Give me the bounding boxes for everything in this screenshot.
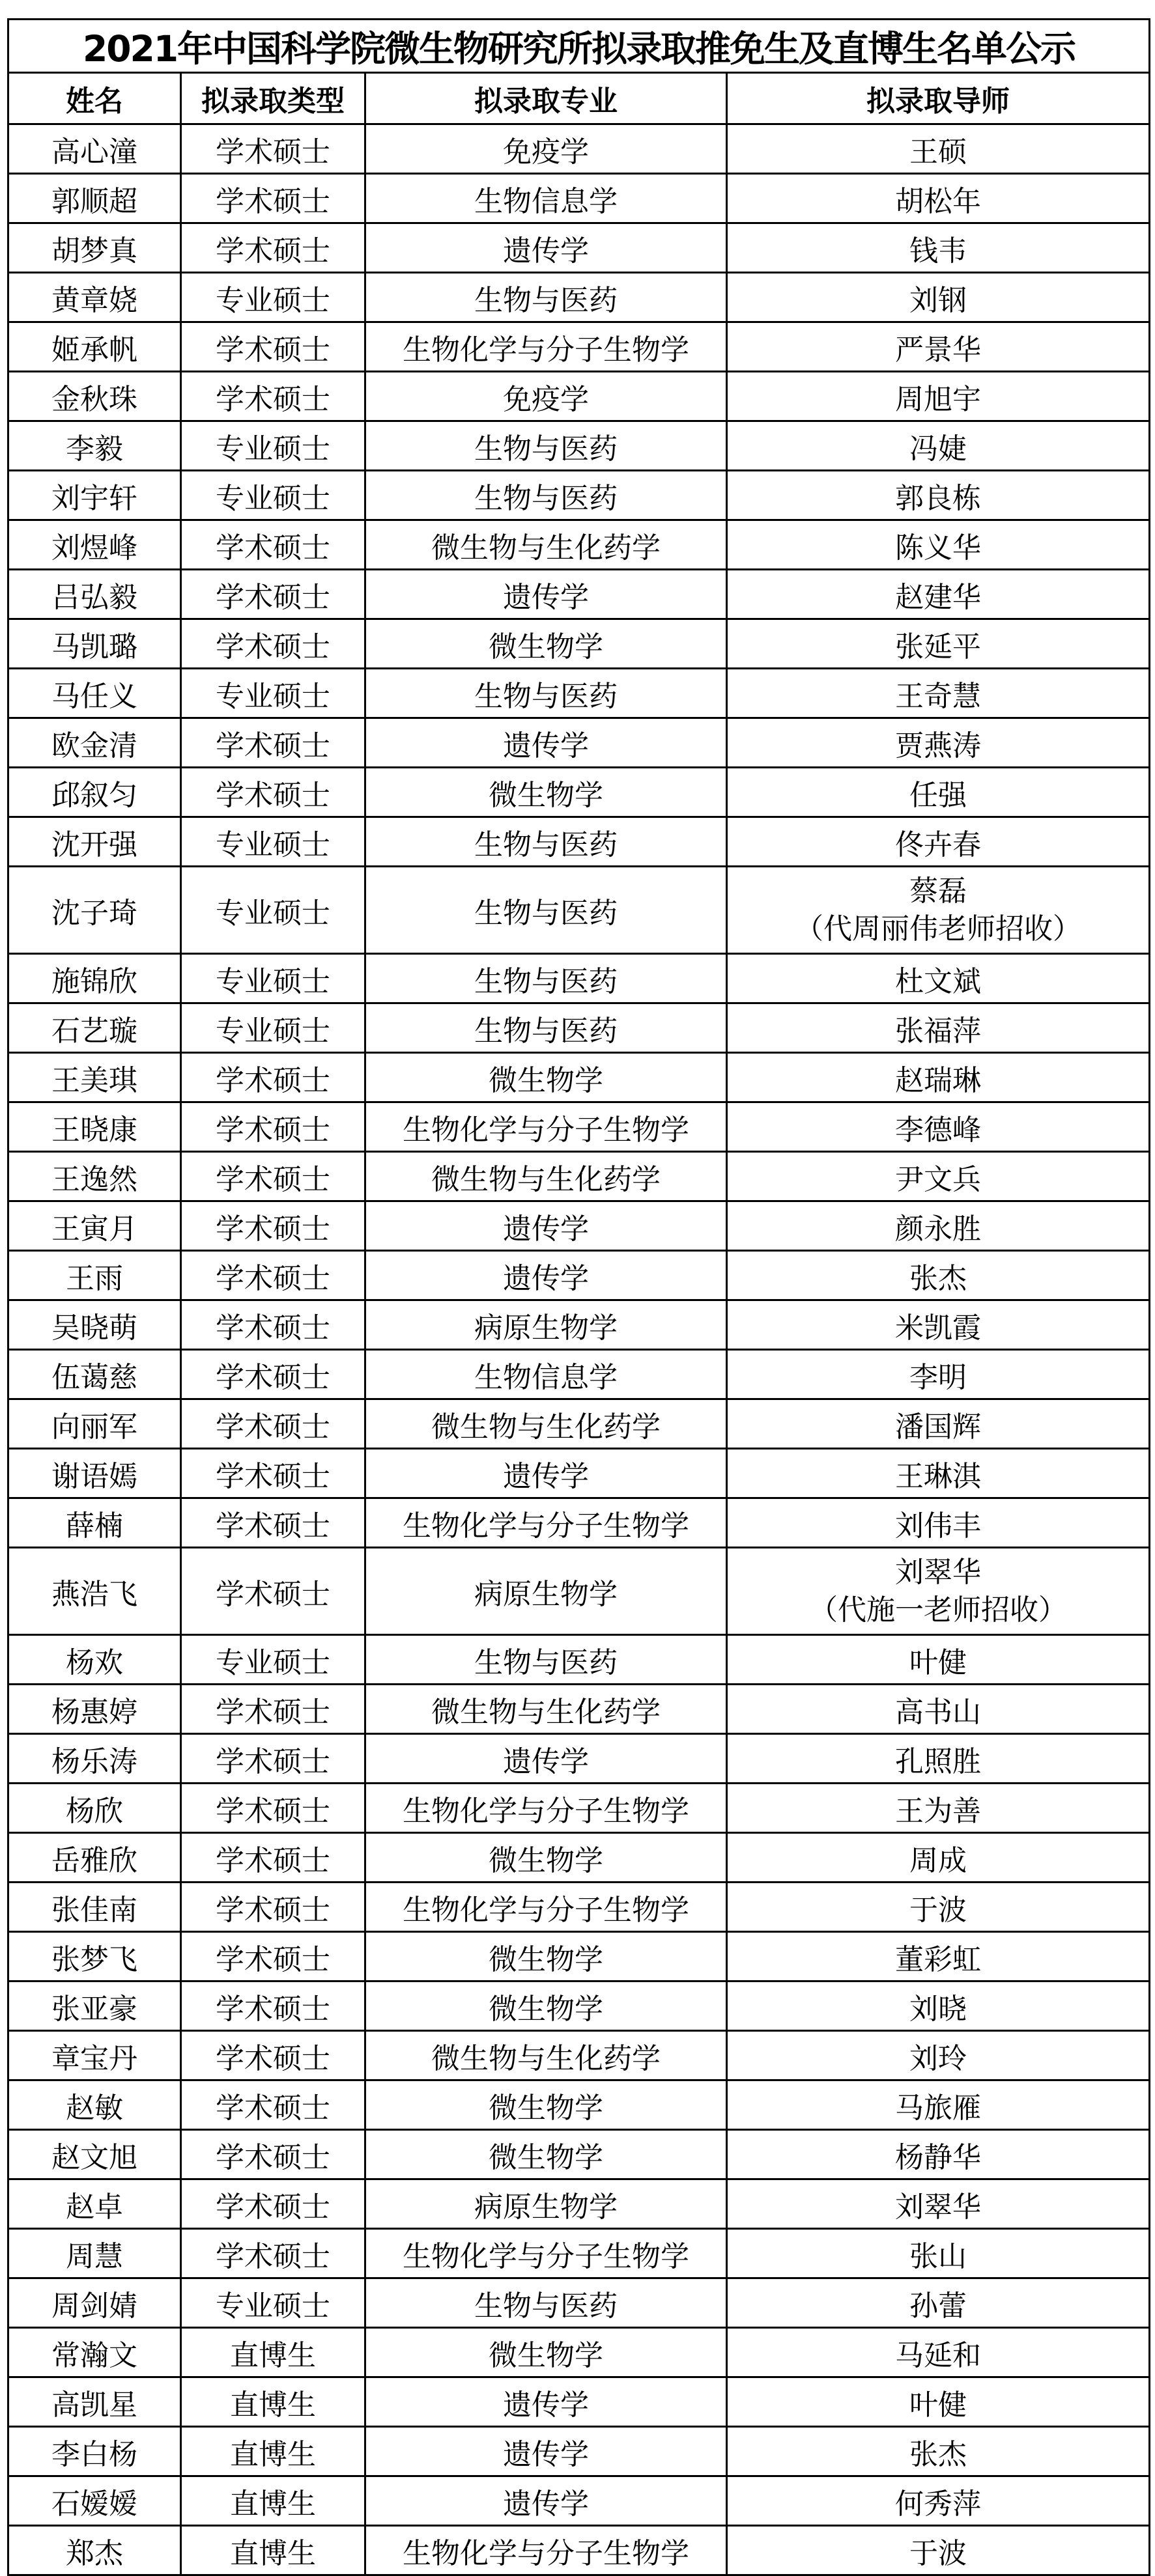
cell-type: 学术硕士 xyxy=(181,174,365,223)
cell-type: 学术硕士 xyxy=(181,1784,365,1833)
column-header-type: 拟录取类型 xyxy=(181,73,365,124)
cell-advisor: 贾燕涛 xyxy=(727,718,1150,768)
cell-name: 郑杰 xyxy=(8,2526,181,2575)
cell-advisor: 高书山 xyxy=(727,1685,1150,1734)
cell-major: 生物化学与分子生物学 xyxy=(365,1883,727,1932)
cell-name: 章宝丹 xyxy=(8,2031,181,2080)
cell-type: 学术硕士 xyxy=(181,570,365,619)
cell-advisor: 孙蕾 xyxy=(727,2278,1150,2328)
cell-advisor: 胡松年 xyxy=(727,174,1150,223)
column-header-name: 姓名 xyxy=(8,73,181,124)
cell-major: 微生物学 xyxy=(365,1053,727,1102)
cell-name: 王美琪 xyxy=(8,1053,181,1102)
table-row xyxy=(8,421,1150,471)
cell-type: 学术硕士 xyxy=(181,1201,365,1251)
advisor-note: （代施一老师招收） xyxy=(809,1593,1067,1627)
cell-advisor: 赵瑞琳 xyxy=(727,1053,1150,1102)
cell-type: 直博生 xyxy=(181,2377,365,2427)
cell-name: 刘煜峰 xyxy=(8,520,181,570)
cell-name: 岳雅欣 xyxy=(8,1833,181,1883)
table-row xyxy=(8,1833,1150,1883)
cell-advisor: 赵建华 xyxy=(727,570,1150,619)
cell-advisor: 王硕 xyxy=(727,124,1150,174)
cell-major: 生物与医药 xyxy=(365,954,727,1003)
cell-name: 赵敏 xyxy=(8,2080,181,2130)
table-row xyxy=(8,867,1150,954)
table-row xyxy=(8,1399,1150,1449)
table-row xyxy=(8,2526,1150,2575)
cell-type: 学术硕士 xyxy=(181,124,365,174)
cell-major: 生物化学与分子生物学 xyxy=(365,2229,727,2278)
cell-type: 专业硕士 xyxy=(181,669,365,718)
table-row xyxy=(8,1784,1150,1833)
cell-type: 学术硕士 xyxy=(181,1734,365,1784)
cell-type: 专业硕士 xyxy=(181,421,365,471)
cell-name: 胡梦真 xyxy=(8,223,181,273)
table-row xyxy=(8,619,1150,669)
cell-type: 专业硕士 xyxy=(181,1003,365,1053)
cell-major: 微生物学 xyxy=(365,1833,727,1883)
cell-type: 学术硕士 xyxy=(181,718,365,768)
cell-major: 微生物学 xyxy=(365,768,727,817)
table-row xyxy=(8,273,1150,322)
cell-major: 遗传学 xyxy=(365,223,727,273)
table-row xyxy=(8,768,1150,817)
cell-advisor: 何秀萍 xyxy=(727,2476,1150,2526)
cell-type: 学术硕士 xyxy=(181,2179,365,2229)
cell-name: 张亚豪 xyxy=(8,1981,181,2031)
cell-name: 李毅 xyxy=(8,421,181,471)
cell-type: 学术硕士 xyxy=(181,768,365,817)
cell-major: 病原生物学 xyxy=(365,2179,727,2229)
cell-name: 赵卓 xyxy=(8,2179,181,2229)
table-row xyxy=(8,124,1150,174)
table-row xyxy=(8,1635,1150,1685)
table-row xyxy=(8,2229,1150,2278)
table-row xyxy=(8,954,1150,1003)
table-row xyxy=(8,1548,1150,1635)
cell-major: 微生物与生化药学 xyxy=(365,520,727,570)
cell-major: 遗传学 xyxy=(365,1251,727,1300)
title-row xyxy=(8,20,1150,73)
cell-major: 生物与医药 xyxy=(365,867,727,954)
cell-major: 微生物学 xyxy=(365,1981,727,2031)
cell-advisor: 周旭宇 xyxy=(727,372,1150,421)
table-row xyxy=(8,1734,1150,1784)
cell-major: 生物与医药 xyxy=(365,817,727,867)
cell-name: 李白杨 xyxy=(8,2427,181,2476)
cell-major: 微生物与生化药学 xyxy=(365,1152,727,1201)
table-row xyxy=(8,223,1150,273)
column-header-advisor: 拟录取导师 xyxy=(727,73,1150,124)
cell-major: 生物信息学 xyxy=(365,174,727,223)
cell-major: 生物化学与分子生物学 xyxy=(365,1102,727,1152)
cell-type: 学术硕士 xyxy=(181,1548,365,1635)
cell-major: 微生物学 xyxy=(365,1932,727,1981)
cell-name: 杨欢 xyxy=(8,1635,181,1685)
cell-name: 伍蔼慈 xyxy=(8,1350,181,1399)
cell-type: 学术硕士 xyxy=(181,2229,365,2278)
table-row xyxy=(8,2031,1150,2080)
cell-type: 专业硕士 xyxy=(181,471,365,520)
cell-type: 专业硕士 xyxy=(181,273,365,322)
cell-type: 学术硕士 xyxy=(181,1685,365,1734)
cell-type: 学术硕士 xyxy=(181,1883,365,1932)
cell-major: 生物化学与分子生物学 xyxy=(365,1498,727,1548)
cell-major: 生物与医药 xyxy=(365,669,727,718)
cell-name: 王晓康 xyxy=(8,1102,181,1152)
table-row xyxy=(8,1883,1150,1932)
cell-major: 遗传学 xyxy=(365,1734,727,1784)
table-row xyxy=(8,1981,1150,2031)
cell-name: 石艺璇 xyxy=(8,1003,181,1053)
table-row xyxy=(8,1251,1150,1300)
cell-advisor: 于波 xyxy=(727,2526,1150,2575)
cell-major: 微生物学 xyxy=(365,2328,727,2377)
cell-advisor: 李德峰 xyxy=(727,1102,1150,1152)
cell-name: 高心潼 xyxy=(8,124,181,174)
cell-major: 生物化学与分子生物学 xyxy=(365,322,727,372)
cell-name: 王逸然 xyxy=(8,1152,181,1201)
cell-type: 学术硕士 xyxy=(181,1449,365,1498)
cell-name: 沈开强 xyxy=(8,817,181,867)
cell-advisor: 张杰 xyxy=(727,2427,1150,2476)
table-row xyxy=(8,718,1150,768)
cell-major: 免疫学 xyxy=(365,124,727,174)
cell-major: 生物与医药 xyxy=(365,471,727,520)
table-row xyxy=(8,1152,1150,1201)
cell-advisor: 任强 xyxy=(727,768,1150,817)
cell-advisor: 马旅雁 xyxy=(727,2080,1150,2130)
cell-name: 向丽军 xyxy=(8,1399,181,1449)
table-body xyxy=(8,124,1150,2575)
cell-advisor: 刘翠华 xyxy=(727,2179,1150,2229)
cell-type: 学术硕士 xyxy=(181,2080,365,2130)
header-row xyxy=(8,73,1150,124)
cell-advisor: 钱韦 xyxy=(727,223,1150,273)
cell-name: 姬承帆 xyxy=(8,322,181,372)
advisor-name: 蔡磊 xyxy=(909,874,967,908)
cell-major: 遗传学 xyxy=(365,1449,727,1498)
cell-major: 免疫学 xyxy=(365,372,727,421)
cell-type: 学术硕士 xyxy=(181,1399,365,1449)
cell-major: 遗传学 xyxy=(365,570,727,619)
cell-name: 石嫒嫒 xyxy=(8,2476,181,2526)
cell-type: 学术硕士 xyxy=(181,1833,365,1883)
table-row xyxy=(8,471,1150,520)
column-header-major: 拟录取专业 xyxy=(365,73,727,124)
table-row xyxy=(8,669,1150,718)
cell-advisor: 马延和 xyxy=(727,2328,1150,2377)
cell-name: 黄章娆 xyxy=(8,273,181,322)
cell-name: 常瀚文 xyxy=(8,2328,181,2377)
table-row xyxy=(8,1449,1150,1498)
cell-type: 学术硕士 xyxy=(181,1251,365,1300)
advisor-name: 刘翠华 xyxy=(895,1555,981,1589)
cell-advisor: 杜文斌 xyxy=(727,954,1150,1003)
cell-type: 学术硕士 xyxy=(181,520,365,570)
cell-type: 专业硕士 xyxy=(181,817,365,867)
cell-type: 学术硕士 xyxy=(181,1932,365,1981)
cell-major: 遗传学 xyxy=(365,718,727,768)
cell-advisor: 董彩虹 xyxy=(727,1932,1150,1981)
table-row xyxy=(8,2427,1150,2476)
cell-major: 生物与医药 xyxy=(365,421,727,471)
cell-major: 遗传学 xyxy=(365,2476,727,2526)
cell-advisor: 李明 xyxy=(727,1350,1150,1399)
cell-type: 直博生 xyxy=(181,2328,365,2377)
cell-major: 病原生物学 xyxy=(365,1300,727,1350)
cell-name: 欧金清 xyxy=(8,718,181,768)
table-row xyxy=(8,1003,1150,1053)
cell-name: 张梦飞 xyxy=(8,1932,181,1981)
cell-type: 专业硕士 xyxy=(181,1635,365,1685)
cell-type: 专业硕士 xyxy=(181,2278,365,2328)
cell-name: 邱叙匀 xyxy=(8,768,181,817)
cell-name: 王雨 xyxy=(8,1251,181,1300)
table-row xyxy=(8,2278,1150,2328)
table-row xyxy=(8,322,1150,372)
cell-advisor: 刘玲 xyxy=(727,2031,1150,2080)
table-row xyxy=(8,1932,1150,1981)
table-row xyxy=(8,1350,1150,1399)
cell-major: 微生物学 xyxy=(365,619,727,669)
cell-major: 微生物与生化药学 xyxy=(365,1399,727,1449)
cell-advisor: 于波 xyxy=(727,1883,1150,1932)
cell-type: 学术硕士 xyxy=(181,1102,365,1152)
cell-major: 微生物学 xyxy=(365,2130,727,2179)
cell-advisor: 张山 xyxy=(727,2229,1150,2278)
cell-name: 杨惠婷 xyxy=(8,1685,181,1734)
cell-advisor: 米凯霞 xyxy=(727,1300,1150,1350)
cell-type: 学术硕士 xyxy=(181,1981,365,2031)
cell-advisor: 冯婕 xyxy=(727,421,1150,471)
cell-name: 燕浩飞 xyxy=(8,1548,181,1635)
cell-major: 遗传学 xyxy=(365,1201,727,1251)
cell-type: 学术硕士 xyxy=(181,1152,365,1201)
cell-type: 专业硕士 xyxy=(181,867,365,954)
cell-major: 生物信息学 xyxy=(365,1350,727,1399)
cell-name: 赵文旭 xyxy=(8,2130,181,2179)
cell-major: 生物与医药 xyxy=(365,273,727,322)
cell-advisor: 颜永胜 xyxy=(727,1201,1150,1251)
cell-type: 学术硕士 xyxy=(181,1053,365,1102)
cell-advisor: 刘钢 xyxy=(727,273,1150,322)
cell-major: 微生物与生化药学 xyxy=(365,1685,727,1734)
cell-type: 学术硕士 xyxy=(181,1350,365,1399)
table-row xyxy=(8,2377,1150,2427)
cell-advisor: 潘国辉 xyxy=(727,1399,1150,1449)
cell-name: 马凯璐 xyxy=(8,619,181,669)
cell-name: 杨乐涛 xyxy=(8,1734,181,1784)
cell-advisor: 张延平 xyxy=(727,619,1150,669)
cell-type: 直博生 xyxy=(181,2526,365,2575)
table-row xyxy=(8,570,1150,619)
cell-advisor: 郭良栋 xyxy=(727,471,1150,520)
cell-name: 吕弘毅 xyxy=(8,570,181,619)
cell-advisor: 张杰 xyxy=(727,1251,1150,1300)
table-row xyxy=(8,1102,1150,1152)
cell-name: 施锦欣 xyxy=(8,954,181,1003)
table-row xyxy=(8,1498,1150,1548)
cell-advisor: 王奇慧 xyxy=(727,669,1150,718)
table-row xyxy=(8,2130,1150,2179)
cell-name: 王寅月 xyxy=(8,1201,181,1251)
table-row xyxy=(8,1201,1150,1251)
cell-advisor: 佟卉春 xyxy=(727,817,1150,867)
cell-name: 张佳南 xyxy=(8,1883,181,1932)
cell-major: 遗传学 xyxy=(365,2377,727,2427)
cell-name: 金秋珠 xyxy=(8,372,181,421)
cell-type: 学术硕士 xyxy=(181,1300,365,1350)
table-row xyxy=(8,817,1150,867)
cell-major: 病原生物学 xyxy=(365,1548,727,1635)
cell-name: 谢语嫣 xyxy=(8,1449,181,1498)
cell-major: 生物与医药 xyxy=(365,2278,727,2328)
table-row xyxy=(8,2328,1150,2377)
cell-name: 郭顺超 xyxy=(8,174,181,223)
cell-type: 直博生 xyxy=(181,2476,365,2526)
table-row xyxy=(8,520,1150,570)
cell-advisor: 叶健 xyxy=(727,2377,1150,2427)
table-row xyxy=(8,1685,1150,1734)
cell-type: 学术硕士 xyxy=(181,619,365,669)
cell-major: 生物化学与分子生物学 xyxy=(365,1784,727,1833)
cell-major: 生物与医药 xyxy=(365,1003,727,1053)
cell-advisor: 张福萍 xyxy=(727,1003,1150,1053)
cell-type: 专业硕士 xyxy=(181,954,365,1003)
cell-advisor: 王为善 xyxy=(727,1784,1150,1833)
cell-advisor: 刘伟丰 xyxy=(727,1498,1150,1548)
table-title: 2021年中国科学院微生物研究所拟录取推免生及直博生名单公示 xyxy=(8,20,1150,73)
cell-advisor: 孔照胜 xyxy=(727,1734,1150,1784)
table-row xyxy=(8,2080,1150,2130)
cell-type: 学术硕士 xyxy=(181,2130,365,2179)
cell-name: 高凯星 xyxy=(8,2377,181,2427)
cell-major: 生物化学与分子生物学 xyxy=(365,2526,727,2575)
cell-type: 学术硕士 xyxy=(181,372,365,421)
table-row xyxy=(8,2476,1150,2526)
cell-advisor: 王琳淇 xyxy=(727,1449,1150,1498)
table-row xyxy=(8,1300,1150,1350)
admission-list-table xyxy=(7,18,1150,2576)
cell-name: 刘宇轩 xyxy=(8,471,181,520)
cell-name: 周剑婧 xyxy=(8,2278,181,2328)
cell-advisor: 严景华 xyxy=(727,322,1150,372)
cell-advisor: 杨静华 xyxy=(727,2130,1150,2179)
cell-name: 杨欣 xyxy=(8,1784,181,1833)
cell-advisor xyxy=(727,1548,1150,1635)
cell-type: 直博生 xyxy=(181,2427,365,2476)
cell-name: 周慧 xyxy=(8,2229,181,2278)
cell-major: 微生物与生化药学 xyxy=(365,2031,727,2080)
cell-name: 沈子琦 xyxy=(8,867,181,954)
table-row xyxy=(8,1053,1150,1102)
cell-name: 吴晓萌 xyxy=(8,1300,181,1350)
cell-type: 学术硕士 xyxy=(181,322,365,372)
cell-major: 遗传学 xyxy=(365,2427,727,2476)
cell-advisor: 刘晓 xyxy=(727,1981,1150,2031)
cell-major: 生物与医药 xyxy=(365,1635,727,1685)
cell-name: 薛楠 xyxy=(8,1498,181,1548)
table-row xyxy=(8,372,1150,421)
cell-advisor: 陈义华 xyxy=(727,520,1150,570)
cell-advisor: 尹文兵 xyxy=(727,1152,1150,1201)
cell-advisor: 叶健 xyxy=(727,1635,1150,1685)
cell-name: 马任义 xyxy=(8,669,181,718)
cell-major: 微生物学 xyxy=(365,2080,727,2130)
cell-type: 学术硕士 xyxy=(181,1498,365,1548)
cell-advisor: 周成 xyxy=(727,1833,1150,1883)
cell-type: 学术硕士 xyxy=(181,2031,365,2080)
table-row xyxy=(8,174,1150,223)
cell-type: 学术硕士 xyxy=(181,223,365,273)
advisor-note: （代周丽伟老师招收） xyxy=(795,912,1081,945)
table-row xyxy=(8,2179,1150,2229)
cell-advisor xyxy=(727,867,1150,954)
